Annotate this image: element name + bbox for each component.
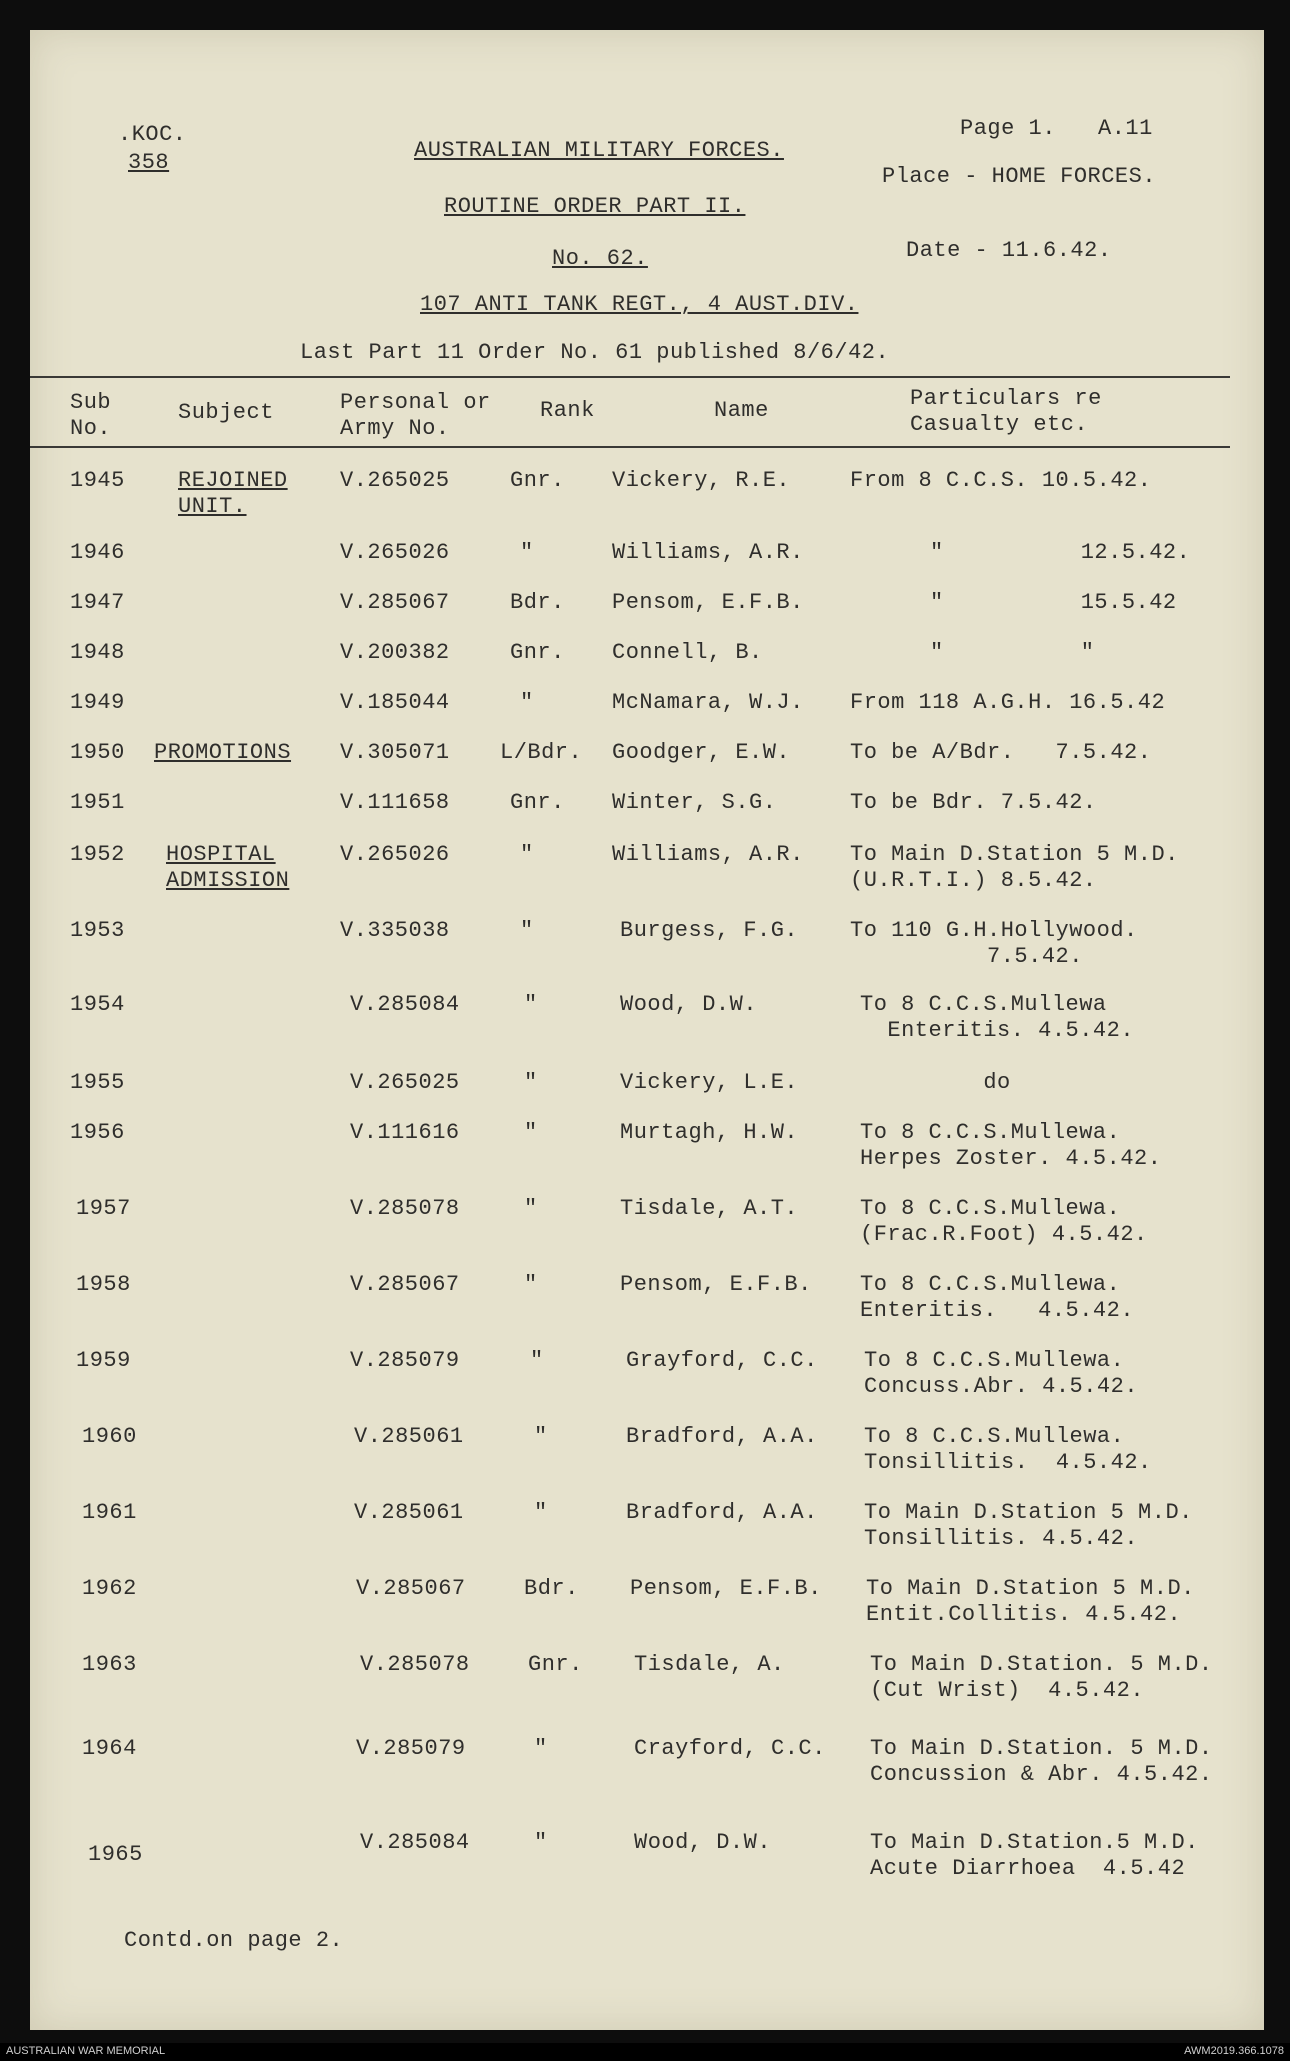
row-particulars: To 8 C.C.S.Mullewa. xyxy=(864,1424,1125,1449)
row-particulars: " 12.5.42. xyxy=(930,540,1191,565)
col-army-no-2: Army No. xyxy=(340,416,450,441)
row-subject: PROMOTIONS xyxy=(154,740,292,765)
row-name: Tisdale, A. xyxy=(634,1652,785,1677)
row-rank: " xyxy=(520,842,534,867)
row-particulars: To 8 C.C.S.Mullewa. xyxy=(864,1348,1125,1373)
row-rank: Bdr. xyxy=(524,1576,579,1601)
row-rank: L/Bdr. xyxy=(500,740,583,765)
row-army-no: V.285078 xyxy=(360,1652,470,1677)
col-sub-no-2: No. xyxy=(70,416,112,441)
col-name: Name xyxy=(714,398,769,423)
row-name: Crayford, C.C. xyxy=(634,1736,826,1761)
row-rank: " xyxy=(524,1272,538,1297)
row-army-no: V.285067 xyxy=(340,590,450,615)
row-particulars: To Main D.Station. 5 M.D. xyxy=(870,1652,1213,1677)
row-army-no: V.285079 xyxy=(350,1348,460,1373)
row-particulars-2: Acute Diarrhoea 4.5.42 xyxy=(870,1856,1186,1881)
row-subject: HOSPITAL xyxy=(166,842,276,867)
row-sub-no: 1958 xyxy=(76,1272,131,1297)
row-name: McNamara, W.J. xyxy=(612,690,804,715)
row-particulars: To 8 C.C.S.Mullewa xyxy=(860,992,1107,1017)
row-particulars: To 8 C.C.S.Mullewa. xyxy=(860,1196,1121,1221)
row-sub-no: 1953 xyxy=(70,918,125,943)
row-army-no: V.285067 xyxy=(356,1576,466,1601)
col-army-no-1: Personal or xyxy=(340,390,491,415)
table-row xyxy=(30,1424,1264,1494)
row-sub-no: 1963 xyxy=(82,1652,137,1677)
row-particulars-2: (Cut Wrist) 4.5.42. xyxy=(870,1678,1145,1703)
row-army-no: V.285084 xyxy=(360,1830,470,1855)
row-name: Pensom, E.F.B. xyxy=(612,590,804,615)
col-particulars-2: Casualty etc. xyxy=(910,412,1089,437)
continued-note: Contd.on page 2. xyxy=(124,1928,344,1953)
row-sub-no: 1957 xyxy=(76,1196,131,1221)
row-particulars: " 15.5.42 xyxy=(930,590,1177,615)
row-rank: " xyxy=(524,1196,538,1221)
row-sub-no: 1956 xyxy=(70,1120,125,1145)
row-name: Burgess, F.G. xyxy=(620,918,799,943)
document-subtitle: ROUTINE ORDER PART II. xyxy=(444,194,746,219)
page-reference: A.11 xyxy=(1098,116,1153,141)
row-particulars-2: (U.R.T.I.) 8.5.42. xyxy=(850,868,1097,893)
row-name: Connell, B. xyxy=(612,640,763,665)
row-rank: " xyxy=(534,1424,548,1449)
row-sub-no: 1947 xyxy=(70,590,125,615)
row-particulars: From 118 A.G.H. 16.5.42 xyxy=(850,690,1166,715)
row-rank: " xyxy=(524,1120,538,1145)
row-army-no: V.265026 xyxy=(340,842,450,867)
row-name: Winter, S.G. xyxy=(612,790,777,815)
row-particulars: From 8 C.C.S. 10.5.42. xyxy=(850,468,1152,493)
row-army-no: V.285078 xyxy=(350,1196,460,1221)
page-number: Page 1. xyxy=(960,116,1056,141)
row-particulars: To 8 C.C.S.Mullewa. xyxy=(860,1272,1121,1297)
row-particulars: do xyxy=(860,1070,1011,1095)
row-sub-no: 1954 xyxy=(70,992,125,1017)
table-row xyxy=(30,1348,1264,1418)
row-sub-no: 1960 xyxy=(82,1424,137,1449)
row-subject-2: ADMISSION xyxy=(166,868,290,893)
footer-institution: AUSTRALIAN WAR MEMORIAL xyxy=(6,2045,166,2057)
document-page xyxy=(30,30,1264,2030)
row-name: Vickery, L.E. xyxy=(620,1070,799,1095)
row-army-no: V.285079 xyxy=(356,1736,466,1761)
row-name: Williams, A.R. xyxy=(612,540,804,565)
row-particulars: To 110 G.H.Hollywood. xyxy=(850,918,1138,943)
row-army-no: V.305071 xyxy=(340,740,450,765)
row-name: Grayford, C.C. xyxy=(626,1348,818,1373)
row-particulars: To Main D.Station 5 M.D. xyxy=(866,1576,1195,1601)
place: Place - HOME FORCES. xyxy=(882,164,1157,189)
header-rule-top xyxy=(30,376,1230,378)
row-rank: Bdr. xyxy=(510,590,565,615)
row-army-no: V.111658 xyxy=(340,790,450,815)
row-particulars-2: Entit.Collitis. 4.5.42. xyxy=(866,1602,1182,1627)
row-name: Wood, D.W. xyxy=(620,992,758,1017)
row-particulars-2: Enteritis. 4.5.42. xyxy=(860,1018,1135,1043)
row-army-no: V.335038 xyxy=(340,918,450,943)
row-name: Vickery, R.E. xyxy=(612,468,791,493)
row-particulars: To be A/Bdr. 7.5.42. xyxy=(850,740,1152,765)
col-particulars-1: Particulars re xyxy=(910,386,1102,411)
row-rank: Gnr. xyxy=(510,790,565,815)
row-army-no: V.285067 xyxy=(350,1272,460,1297)
row-name: Pensom, E.F.B. xyxy=(630,1576,822,1601)
row-particulars-2: Herpes Zoster. 4.5.42. xyxy=(860,1146,1162,1171)
row-sub-no: 1965 xyxy=(88,1842,143,1867)
table-row xyxy=(30,1736,1264,1806)
date: Date - 11.6.42. xyxy=(906,238,1112,263)
row-name: Williams, A.R. xyxy=(612,842,804,867)
row-sub-no: 1945 xyxy=(70,468,125,493)
row-particulars: To Main D.Station 5 M.D. xyxy=(864,1500,1193,1525)
col-subject: Subject xyxy=(178,400,274,425)
row-army-no: V.185044 xyxy=(340,690,450,715)
row-rank: Gnr. xyxy=(528,1652,583,1677)
row-rank: " xyxy=(534,1736,548,1761)
footer-catalogue-id: AWM2019.366.1078 xyxy=(1184,2045,1284,2057)
row-subject-2: UNIT. xyxy=(178,494,247,519)
row-army-no: V.200382 xyxy=(340,640,450,665)
row-name: Bradford, A.A. xyxy=(626,1500,818,1525)
table-row xyxy=(30,1500,1264,1570)
row-sub-no: 1959 xyxy=(76,1348,131,1373)
row-rank: " xyxy=(530,1348,544,1373)
row-rank: Gnr. xyxy=(510,640,565,665)
row-particulars: To Main D.Station. 5 M.D. xyxy=(870,1736,1213,1761)
row-particulars: To 8 C.C.S.Mullewa. xyxy=(860,1120,1121,1145)
row-particulars: " " xyxy=(930,640,1095,665)
reference-code: .KOC. xyxy=(118,122,187,147)
row-particulars-2: 7.5.42. xyxy=(850,944,1083,969)
row-army-no: V.265025 xyxy=(340,468,450,493)
document-title: AUSTRALIAN MILITARY FORCES. xyxy=(414,138,784,163)
row-army-no: V.285084 xyxy=(350,992,460,1017)
row-particulars: To be Bdr. 7.5.42. xyxy=(850,790,1097,815)
row-rank: " xyxy=(534,1830,548,1855)
table-row xyxy=(30,468,1264,538)
row-name: Goodger, E.W. xyxy=(612,740,791,765)
row-army-no: V.285061 xyxy=(354,1500,464,1525)
row-particulars: To Main D.Station 5 M.D. xyxy=(850,842,1179,867)
row-rank: " xyxy=(520,918,534,943)
row-sub-no: 1949 xyxy=(70,690,125,715)
table-row xyxy=(30,992,1264,1062)
table-row xyxy=(30,1272,1264,1342)
row-name: Tisdale, A.T. xyxy=(620,1196,799,1221)
row-name: Bradford, A.A. xyxy=(626,1424,818,1449)
order-number: No. 62. xyxy=(552,246,648,271)
row-rank: " xyxy=(520,540,534,565)
col-rank: Rank xyxy=(540,398,595,423)
row-sub-no: 1950 xyxy=(70,740,125,765)
last-order-note: Last Part 11 Order No. 61 published 8/6/42. xyxy=(300,340,890,365)
row-particulars-2: Tonsillitis. 4.5.42. xyxy=(864,1450,1152,1475)
row-army-no: V.285061 xyxy=(354,1424,464,1449)
row-army-no: V.111616 xyxy=(350,1120,460,1145)
row-sub-no: 1952 xyxy=(70,842,125,867)
row-rank: " xyxy=(520,690,534,715)
table-row xyxy=(30,1120,1264,1190)
row-sub-no: 1964 xyxy=(82,1736,137,1761)
row-sub-no: 1951 xyxy=(70,790,125,815)
row-subject: REJOINED xyxy=(178,468,288,493)
row-name: Murtagh, H.W. xyxy=(620,1120,799,1145)
table-row xyxy=(30,1196,1264,1266)
row-sub-no: 1948 xyxy=(70,640,125,665)
row-particulars-2: Enteritis. 4.5.42. xyxy=(860,1298,1135,1323)
row-sub-no: 1962 xyxy=(82,1576,137,1601)
reference-number: 358 xyxy=(128,150,170,175)
row-rank: " xyxy=(524,1070,538,1095)
row-sub-no: 1946 xyxy=(70,540,125,565)
row-army-no: V.265025 xyxy=(350,1070,460,1095)
table-row xyxy=(30,918,1264,988)
row-sub-no: 1955 xyxy=(70,1070,125,1095)
table-row xyxy=(30,1830,1264,1900)
row-name: Pensom, E.F.B. xyxy=(620,1272,812,1297)
unit-name: 107 ANTI TANK REGT., 4 AUST.DIV. xyxy=(420,292,859,317)
row-particulars-2: (Frac.R.Foot) 4.5.42. xyxy=(860,1222,1148,1247)
table-row xyxy=(30,1576,1264,1646)
row-rank: " xyxy=(534,1500,548,1525)
row-sub-no: 1961 xyxy=(82,1500,137,1525)
row-particulars-2: Tonsillitis. 4.5.42. xyxy=(864,1526,1139,1551)
row-rank: " xyxy=(524,992,538,1017)
row-particulars-2: Concussion & Abr. 4.5.42. xyxy=(870,1762,1213,1787)
table-row xyxy=(30,1652,1264,1722)
table-row xyxy=(30,842,1264,912)
header-rule-bottom xyxy=(30,446,1230,448)
row-rank: Gnr. xyxy=(510,468,565,493)
row-name: Wood, D.W. xyxy=(634,1830,772,1855)
row-army-no: V.265026 xyxy=(340,540,450,565)
row-particulars-2: Concuss.Abr. 4.5.42. xyxy=(864,1374,1139,1399)
archive-footer-bar xyxy=(0,2043,1290,2061)
row-particulars: To Main D.Station.5 M.D. xyxy=(870,1830,1199,1855)
col-sub-no-1: Sub xyxy=(70,390,112,415)
